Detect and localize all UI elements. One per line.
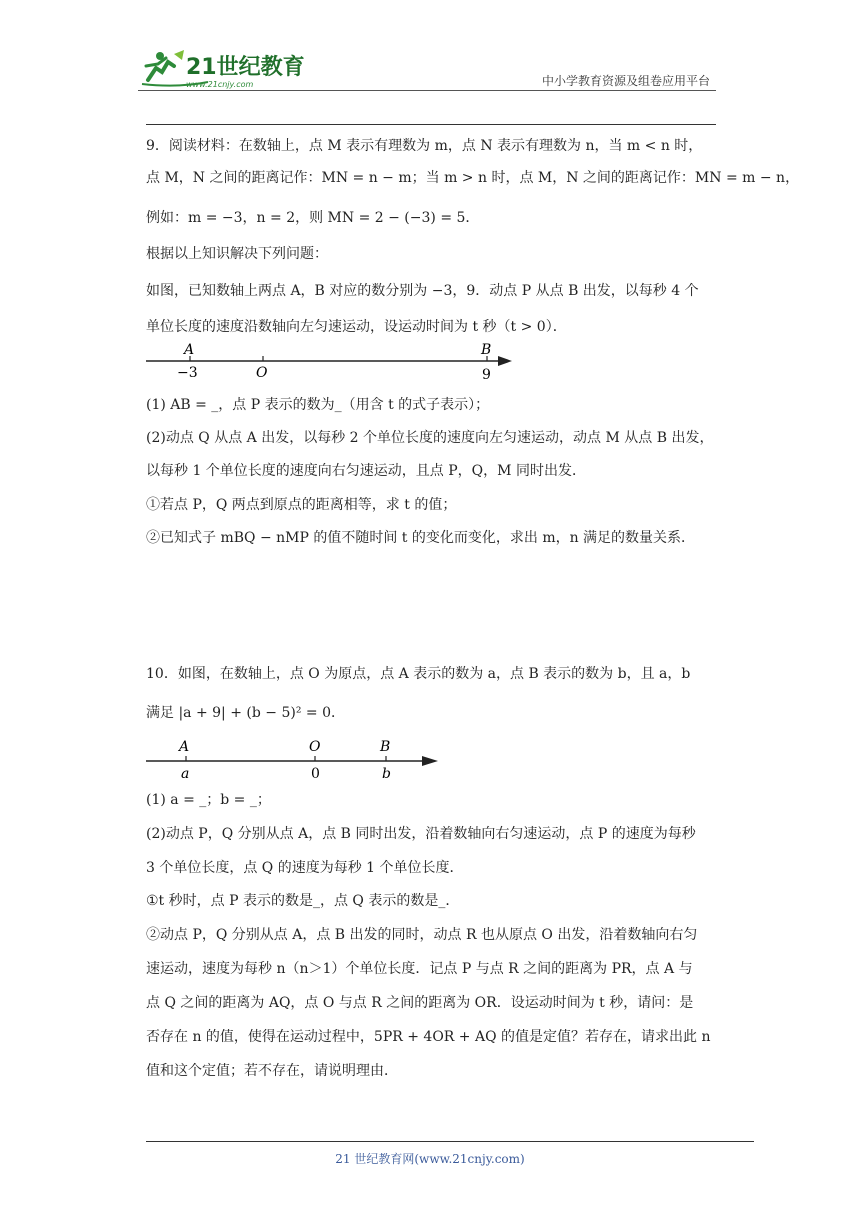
q9-line-6: 单位长度的速度沿数轴向左匀速运动，设运动时间为 t 秒（t > 0）． (146, 319, 567, 335)
q9-label-a: A (184, 342, 195, 358)
q9-part-2-sub-2: ②已知式子 mBQ − nMP 的值不随时间 t 的变化而变化，求出 m，n 满足的数量关系． (146, 530, 696, 546)
q10-part-2-sub-2-line-4: 否存在 n 的值，使得在运动过程中，5PR + 4OR + AQ 的值是定值？若存在，请求出此 n (146, 1029, 711, 1045)
q10-label-b: B (380, 739, 391, 755)
q10-part-1: (1) a = _；b = _； (146, 792, 271, 808)
q9-line-5: 如图，已知数轴上两点 A，B 对应的数分别为 −3，9．动点 P 从点 B 出发，以每秒 4 个 (146, 283, 699, 299)
q9-value-a: −3 (177, 365, 198, 381)
q10-value-o: 0 (311, 766, 320, 782)
q9-part-2-sub-1: ①若点 P，Q 两点到原点的距离相等，求 t 的值； (146, 497, 457, 513)
site-tag: 中小学教育资源及组卷应用平台 (541, 74, 710, 88)
logo-url: www.21cnjy.com (186, 80, 254, 89)
q10-part-2-sub-2-line-1: ②动点 P，Q 分别从点 A，点 B 出发的同时，动点 R 也从原点 O 出发，沿着数轴向右匀 (146, 927, 698, 943)
q10-label-o: O (309, 739, 321, 755)
q10-part-2-line-2: 3 个单位长度，点 Q 的速度为每秒 1 个单位长度． (146, 860, 464, 876)
q9-label-b: B (481, 342, 492, 358)
q9-number-line (146, 338, 526, 382)
q9-line-2: 点 M，N 之间的距离记作：MN = n − m；当 m > n 时，点 M，N 之间的距离记作：MN = m − n， (146, 170, 800, 186)
q9-part-2-line-1: (2)动点 Q 从点 A 出发，以每秒 2 个单位长度的速度向左匀速运动，动点 M 从点 B 出发， (146, 430, 714, 446)
q9-part-2-line-2: 以每秒 1 个单位长度的速度向右匀速运动，且点 P，Q，M 同时出发． (146, 463, 586, 479)
q10-axis-arrow-icon (422, 756, 438, 766)
q10-part-2-sub-2-line-3: 点 Q 之间的距离为 AQ，点 O 与点 R 之间的距离为 OR．设运动时间为 t 秒，请问：是 (146, 995, 694, 1011)
q9-line-4: 根据以上知识解决下列问题： (146, 246, 328, 262)
q9-value-b: 9 (482, 367, 491, 382)
q10-line-1: 10．如图，在数轴上，点 O 为原点，点 A 表示的数为 a，点 B 表示的数为 b，且 a，b (146, 666, 691, 682)
q10-number-line (146, 736, 446, 784)
header-divider (138, 90, 716, 91)
q10-line-2: 满足 |a + 9| + (b − 5)² = 0． (146, 705, 345, 721)
page-header (138, 44, 716, 94)
logo (138, 44, 308, 90)
q9-part-1: (1) AB = _，点 P 表示的数为_（用含 t 的式子表示）； (146, 397, 490, 413)
q9-axis-arrow-icon (498, 356, 512, 366)
logo-wordmark: 21世纪教育 (186, 55, 305, 80)
footer-divider (146, 1141, 754, 1142)
q10-value-b: b (382, 766, 391, 782)
q10-part-2-sub-2-line-2: 速运动，速度为每秒 n（n＞1）个单位长度．记点 P 与点 R 之间的距离为 PR，点 A 与 (146, 961, 693, 977)
q10-part-2-sub-2-line-5: 值和这个定值；若不存在，请说明理由． (146, 1063, 398, 1079)
q10-value-a: a (181, 766, 190, 782)
q10-label-a: A (179, 739, 190, 755)
q9-label-o: O (256, 365, 268, 381)
q10-part-2-line-1: (2)动点 P，Q 分别从点 A，点 B 同时出发，沿着数轴向右匀速运动，点 P 的速度为每秒 (146, 826, 696, 842)
content-top-rule (146, 124, 716, 125)
q9-line-1: 9．阅读材料：在数轴上，点 M 表示有理数为 m，点 N 表示有理数为 n，当 m < n 时， (146, 138, 703, 154)
q10-part-2-sub-1: ①t 秒时，点 P 表示的数是_，点 Q 表示的数是_． (146, 893, 460, 909)
footer-link[interactable]: 21 世纪教育网(www.21cnjy.com) (335, 1152, 525, 1166)
q9-line-3: 例如：m = −3，n = 2，则 MN = 2 − (−3) = 5． (146, 210, 480, 226)
